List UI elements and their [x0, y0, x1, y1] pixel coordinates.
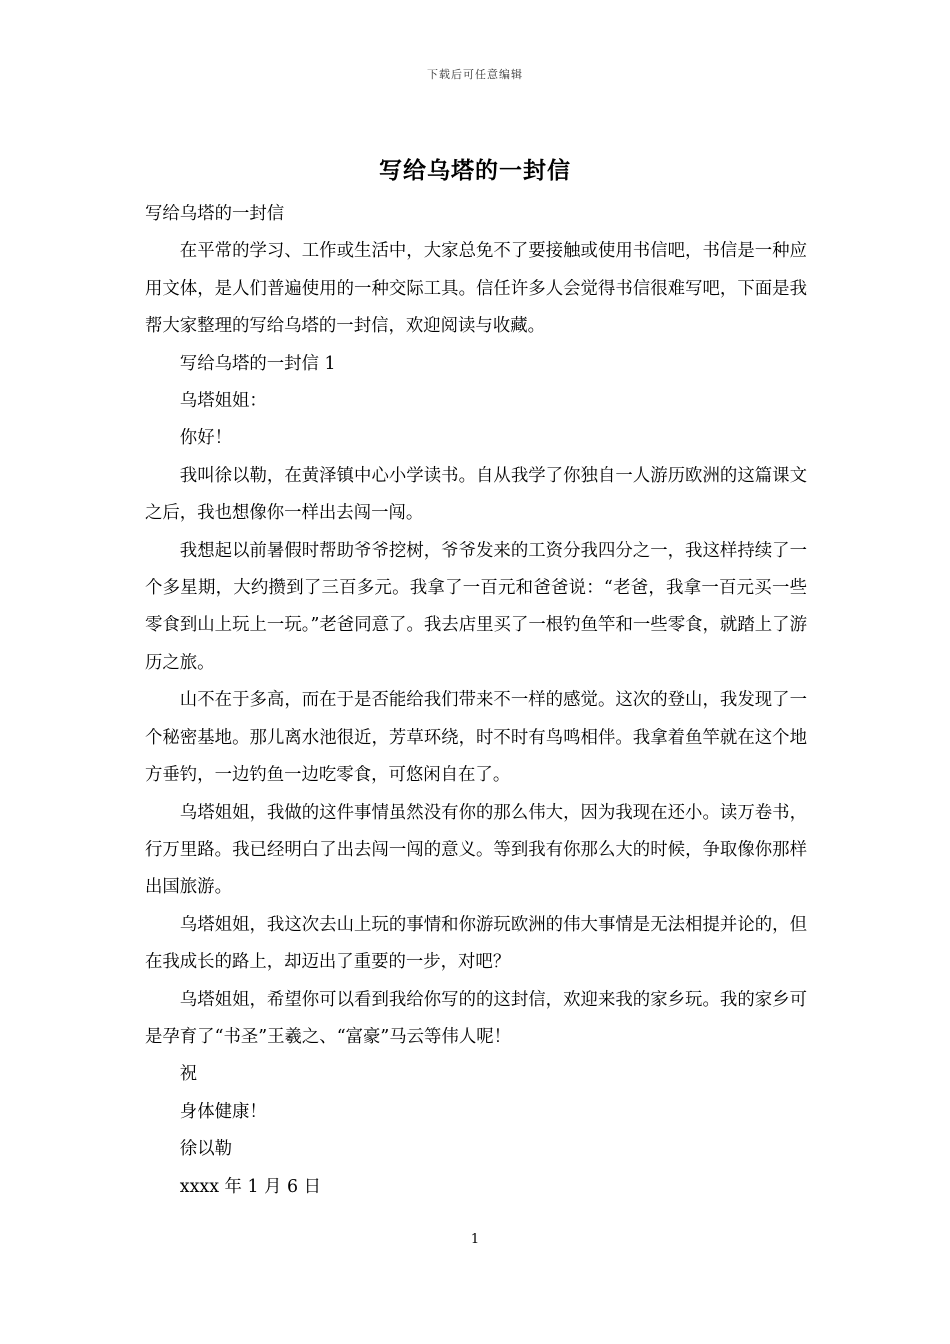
letter-salutation: 乌塔姐姐：: [179, 391, 267, 412]
letter-heading: 写给乌塔的一封信 1: [179, 353, 336, 374]
intro-paragraph: 在平常的学习、工作或生活中，大家总免不了要接触或使用书信吧，书信是一种应用文体，是人们普遍使用的一种交际工具。信任许多人会觉得书信很难写吧，下面是我帮大家整理的写给乌塔的一封信，欢迎阅读与收藏。: [145, 241, 807, 337]
letter-paragraph: 乌塔姐姐，我这次去山上玩的事情和你游玩欧洲的伟大事情是无法相提并论的，但在我成长的路上，却迈出了重要的一步，对吧？: [145, 914, 807, 973]
letter-greeting: 你好！: [179, 428, 232, 449]
letter-paragraph: 山不在于多高，而在于是否能给我们带来不一样的感觉。这次的登山，我发现了一个秘密基地。那儿离水池很近，芳草环绕，时不时有鸟鸣相伴。我拿着鱼竿就在这个地方垂钓，一边钓鱼一边吃零食，可悠闲自在了。: [145, 690, 807, 786]
document-body: [145, 196, 807, 1206]
letter-paragraph: 我叫徐以勒，在黄泽镇中心小学读书。自从我学了你独自一人游历欧洲的这篇课文之后，我也想像你一样出去闯一闯。: [145, 465, 807, 524]
letter-closing-wish: 祝: [179, 1064, 198, 1085]
letter-date: xxxx 年 1 月 6 日: [179, 1176, 321, 1197]
page-number: 1: [470, 1232, 480, 1247]
letter-paragraph: 乌塔姐姐，我做的这件事情虽然没有你的那么伟大，因为我现在还小。读万卷书，行万里路。我已经明白了出去闯一闯的意义。等到我有你那么大的时候，争取像你那样出国旅游。: [145, 802, 807, 898]
header-note: 下载后可任意编辑: [427, 68, 523, 81]
body-subtitle: 写给乌塔的一封信: [145, 204, 285, 224]
letter-paragraph: 乌塔姐姐，希望你可以看到我给你写的的这封信，欢迎来我的家乡玩。我的家乡可是孕育了“书圣”王羲之、“富豪”马云等伟人呢！: [145, 989, 807, 1047]
document-title: 写给乌塔的一封信: [379, 157, 571, 184]
letter-signature: 徐以勒: [179, 1139, 232, 1160]
letter-paragraph: 我想起以前暑假时帮助爷爷挖树，爷爷发来的工资分我四分之一，我这样持续了一个多星期，大约攒到了三百多元。我拿了一百元和爸爸说：“老爸，我拿一百元买一些零食到山上玩上一玩。”老爸同意了。我去店里买了一根钓鱼竿和一些零食，就踏上了游历之旅。: [145, 540, 807, 673]
letter-closing-blessing: 身体健康！: [179, 1101, 267, 1122]
